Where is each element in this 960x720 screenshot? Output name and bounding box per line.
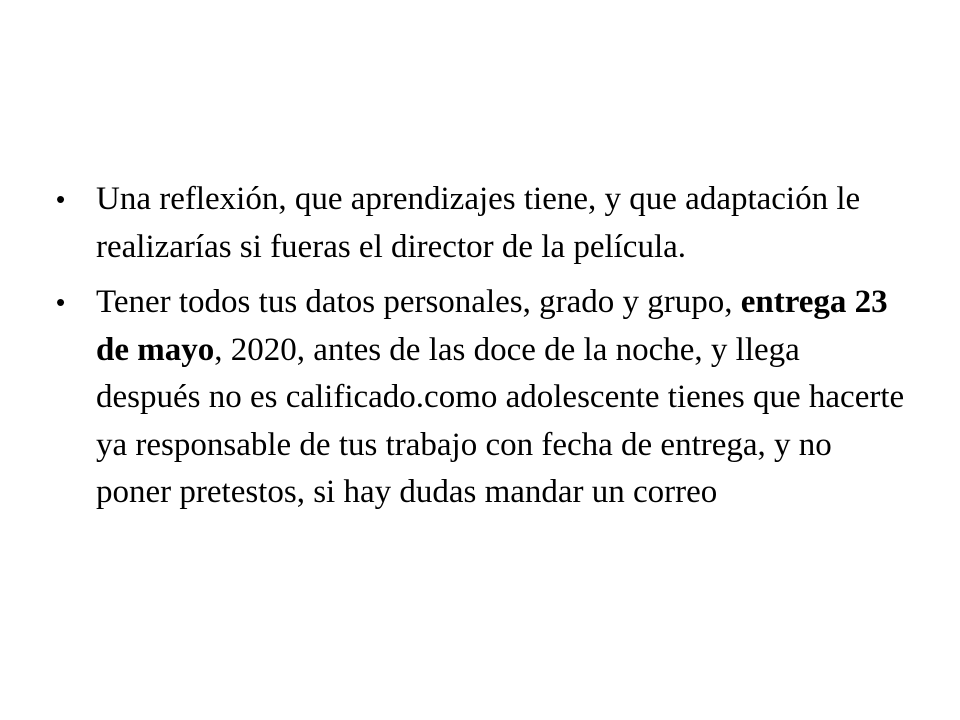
bullet-icon: • <box>56 184 66 214</box>
bullet-icon: • <box>56 287 66 317</box>
bullet-item-instructions <box>56 279 906 517</box>
bullet-text-after: , 2020, antes de las doce de la noche, y llega después no es calificado.como adolescente tienes que hacerte ya responsable de tus trabajo con fecha de entrega, y no poner pretestos, si hay dudas mandar un correo <box>96 331 905 510</box>
bullet-list <box>56 176 906 525</box>
bullet-text: Una reflexión, que aprendizajes tiene, y que adaptación le realizarías si fueras el director de la película. <box>96 181 861 265</box>
bullet-item-reflection <box>56 176 906 271</box>
bullet-text-before: Tener todos tus datos personales, grado y grupo, <box>96 284 741 320</box>
due-date-emphasis: entrega 23 de mayo <box>96 284 888 368</box>
